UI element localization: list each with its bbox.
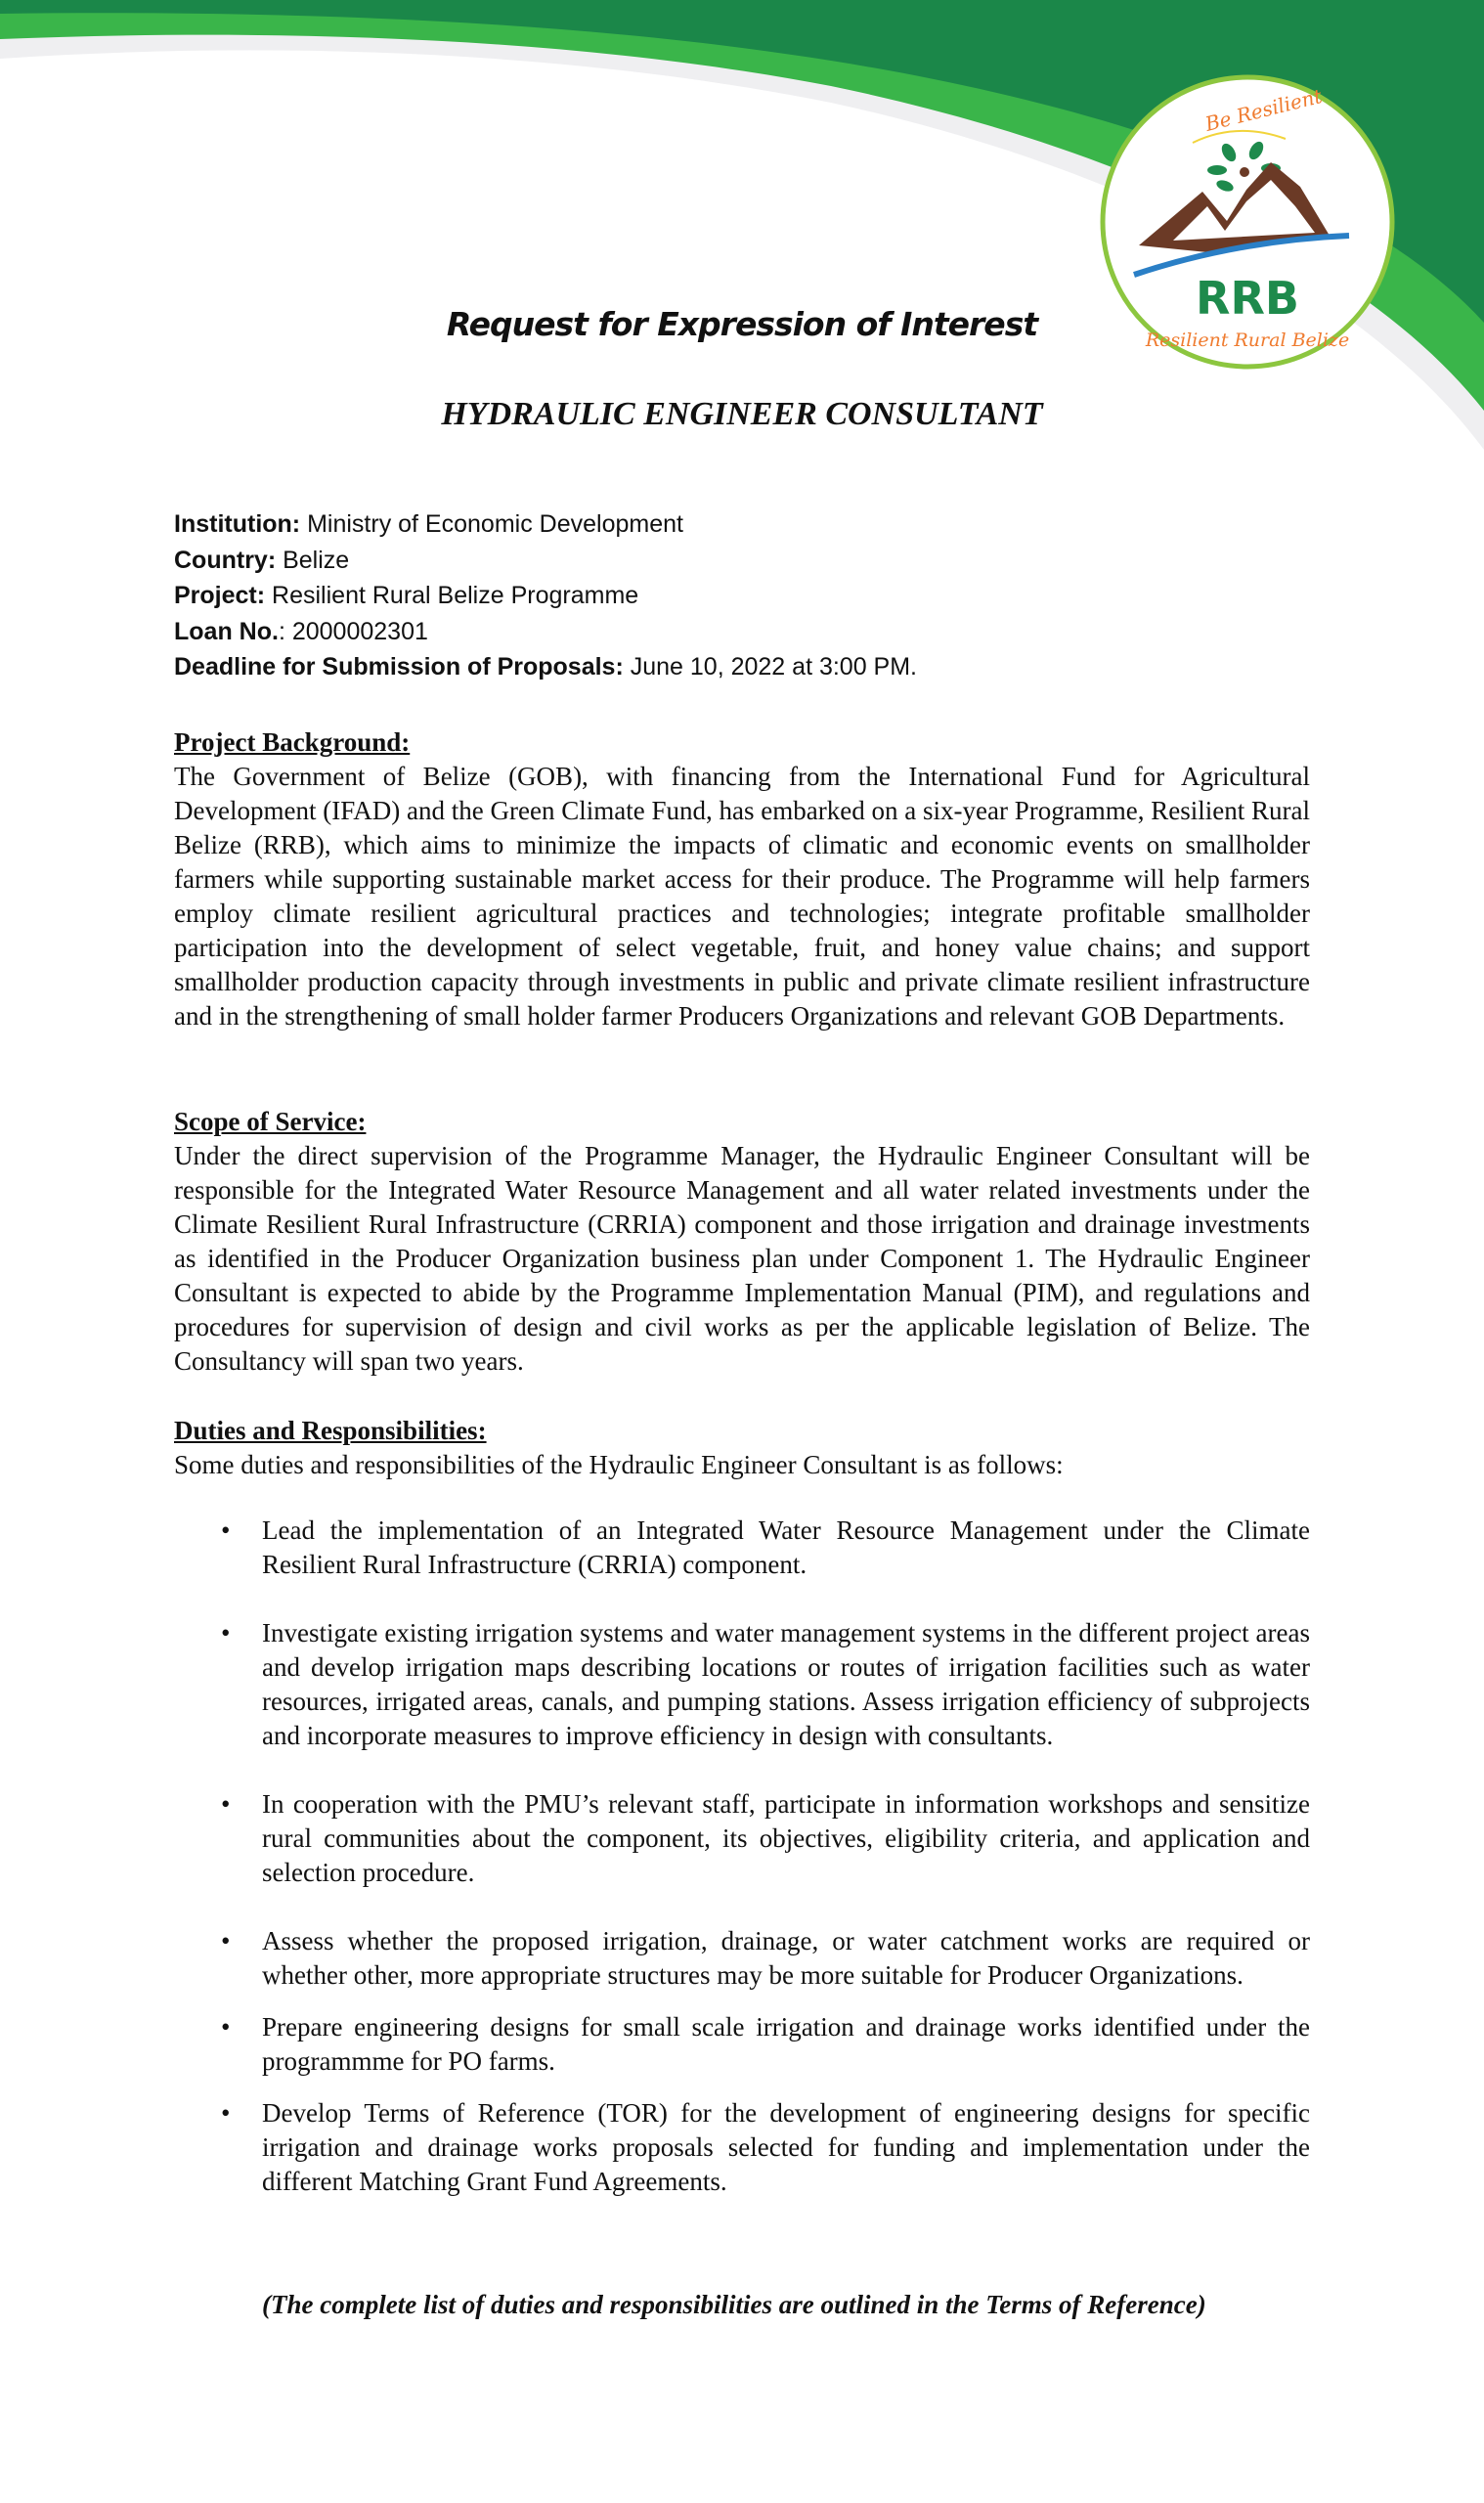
duties-heading: Duties and Responsibilities:: [174, 1416, 487, 1445]
list-item-text: Prepare engineering designs for small scale irrigation and drainage works identified under the programmme for PO farms.: [262, 2012, 1310, 2076]
loan-row: [174, 614, 917, 650]
bullet-icon: •: [221, 2098, 231, 2128]
svg-text:RRB: RRB: [1196, 272, 1299, 325]
deadline-label: Deadline for Submission of Proposals:: [174, 653, 624, 681]
country-row: [174, 543, 917, 579]
list-item: [174, 1514, 1310, 1582]
list-item-text: Lead the implementation of an Integrated Water Resource Management under the Climate Resilient Rural Infrastructure (CRRIA) component.: [262, 1515, 1310, 1579]
terms-of-reference-note: (The complete list of duties and responsibilities are outlined in the Terms of Reference): [262, 2290, 1206, 2319]
position-title: HYDRAULIC ENGINEER CONSULTANT: [441, 396, 1043, 432]
bullet-icon: •: [221, 1618, 231, 1647]
country-value: Belize: [276, 546, 350, 574]
project-label: Project:: [174, 582, 266, 609]
duties-list: [174, 1514, 1310, 2213]
list-item-text: Assess whether the proposed irrigation, drainage, or water catchment works are required or whether other, more appropriate structures may be more suitable for Producer Organizations.: [262, 1926, 1310, 1990]
deadline-row: [174, 649, 917, 685]
bullet-icon: •: [221, 1515, 231, 1545]
list-item: [174, 2010, 1310, 2079]
list-item-text: In cooperation with the PMU’s relevant staff, participate in information workshops and sensitize rural communities about the component, its objectives, eligibility criteria, and application and selection procedure.: [262, 1789, 1310, 1887]
list-item: [174, 1616, 1310, 1753]
svg-text:Be Resilient: Be Resilient: [1202, 84, 1325, 136]
scope-of-service-text: Under the direct supervision of the Programme Manager, the Hydraulic Engineer Consultant will be responsible for the Integrated Water Resource Management and all water related investments under the Climate Resilient Rural Infrastructure (CRRIA) component and those irrigation and drainage investments as identified in the Producer Organization business plan under Component 1. The Hydraulic Engineer Consultant is expected to abide by the Programme Implementation Manual (PIM), and regulations and procedures for supervision of design and civil works as per the applicable legislation of Belize. The Consultancy will span two years.: [174, 1141, 1310, 1376]
duties-intro: Some duties and responsibilities of the Hydraulic Engineer Consultant is as follows:: [174, 1450, 1064, 1479]
duties-section: [174, 1414, 1310, 1482]
project-background-text: The Government of Belize (GOB), with financing from the International Fund for Agricultural Development (IFAD) and the Green Climate Fund, has embarked on a six-year Programme, Resilient Rural Belize (RRB), which aims to minimize the impacts of climatic and economic events on smallholder farmers while supporting sustainable market access for their produce. The Programme will help farmers employ climate resilient agricultural practices and technologies; integrate profitable smallholder participation into the development of select vegetable, fruit, and honey value chains; and support smallholder production capacity through investments in public and private climate resilient infrastructure and in the strengthening of small holder farmer Producers Organizations and relevant GOB Departments.: [174, 762, 1310, 1031]
bullet-icon: •: [221, 1926, 231, 1955]
institution-value: Ministry of Economic Development: [300, 510, 683, 538]
institution-label: Institution:: [174, 510, 301, 538]
loan-value: 2000002301: [284, 617, 428, 645]
list-item-text: Develop Terms of Reference (TOR) for the development of engineering designs for specific irrigation and drainage works proposals selected for funding and implementation under the different Matching Grant Fund Agreements.: [262, 2098, 1310, 2196]
loan-label: Loan No.: [174, 617, 279, 645]
scope-of-service-heading: Scope of Service:: [174, 1107, 367, 1136]
bullet-icon: •: [221, 1789, 231, 1819]
project-value: Resilient Rural Belize Programme: [265, 582, 639, 609]
eoi-meta-block: [174, 506, 917, 685]
loan-separator: :: [278, 617, 285, 645]
list-item: [174, 1924, 1310, 1993]
document-title: Request for Expression of Interest: [446, 305, 1038, 343]
list-item: [174, 1787, 1310, 1890]
list-item: [174, 2096, 1310, 2199]
svg-text:Resilient Rural Belize: Resilient Rural Belize: [1145, 329, 1350, 351]
scope-of-service-section: [174, 1105, 1310, 1379]
project-background-heading: Project Background:: [174, 727, 411, 757]
list-item-text: Investigate existing irrigation systems and water management systems in the different project areas and develop irrigation maps describing locations or routes of irrigation facilities such as water resources, irrigated areas, canals, and pumping stations. Assess irrigation efficiency of subprojects and incorporate measures to improve efficiency in design with consultants.: [262, 1618, 1310, 1750]
project-row: [174, 578, 917, 614]
country-label: Country:: [174, 546, 277, 574]
bullet-icon: •: [221, 2012, 231, 2042]
deadline-value: June 10, 2022 at 3:00 PM.: [623, 653, 918, 681]
institution-row: [174, 506, 917, 543]
project-background-section: [174, 725, 1310, 1033]
